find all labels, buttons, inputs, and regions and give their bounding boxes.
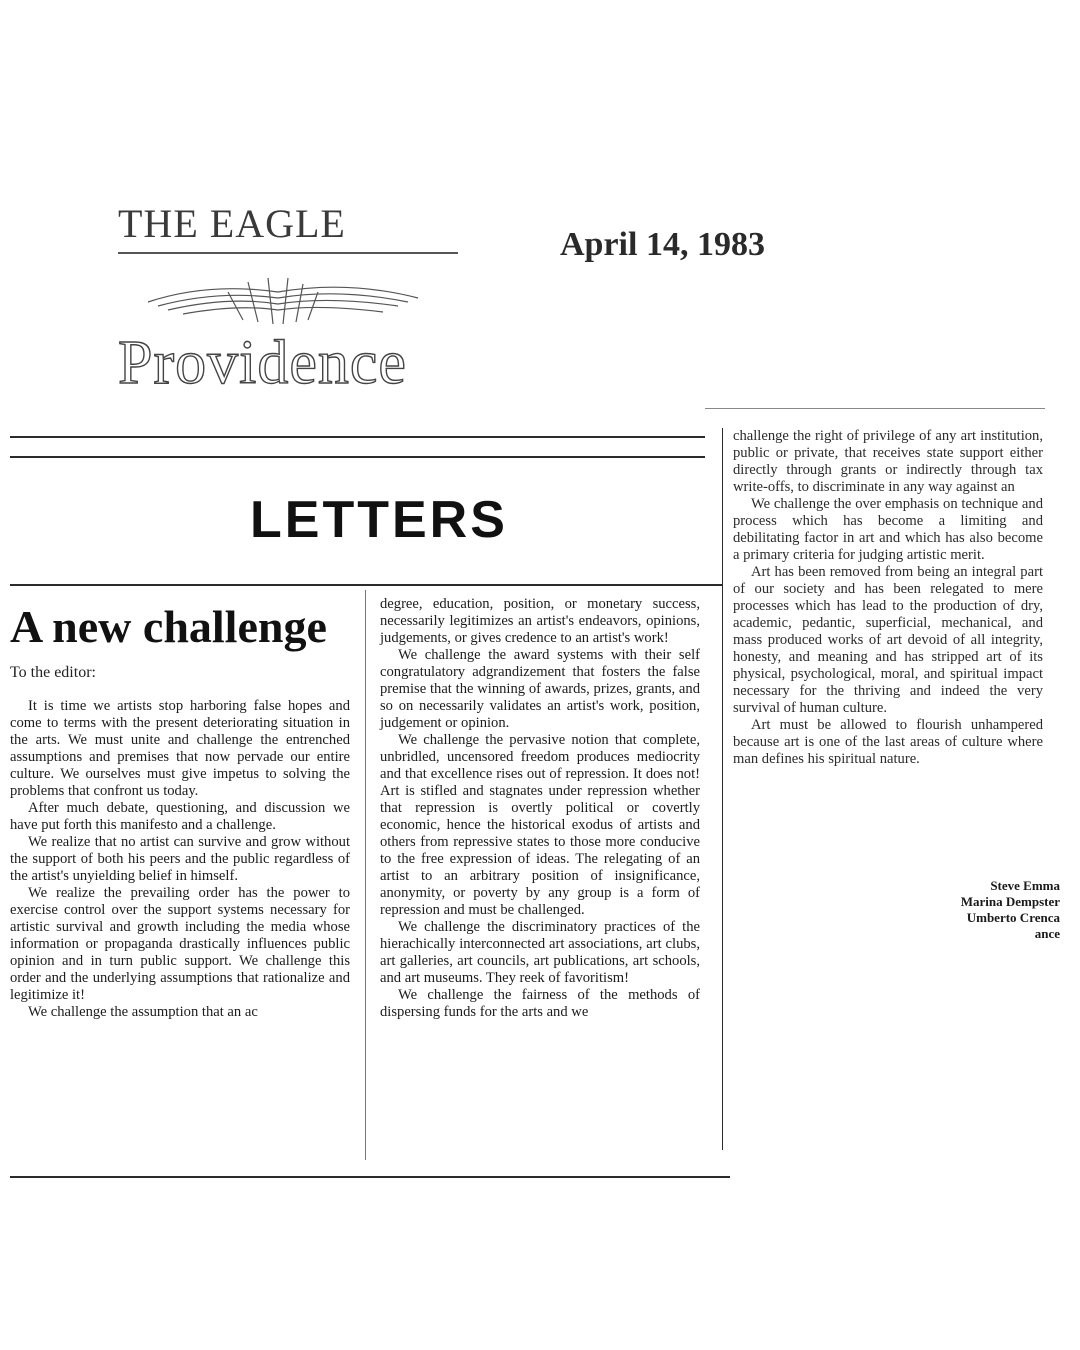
article-headline: A new challenge <box>10 601 327 652</box>
signature-block <box>880 878 1060 942</box>
paragraph: We realize that no artist can survive and grow without the support of both his peers and the public regardless of the artist's unyielding belief in himself. <box>10 834 350 884</box>
signature-name: Marina Dempster <box>960 894 1060 909</box>
page-rule-top <box>10 436 705 438</box>
masthead-rule <box>118 252 458 254</box>
paragraph: We challenge the fairness of the methods of dispersing funds for the arts and we <box>380 987 700 1020</box>
paragraph: degree, education, position, or monetary success, necessarily legitimizes an artist's endeavors, opinions, judgements, or gives credence to an artist's work! <box>380 596 700 646</box>
paragraph: We realize the prevailing order has the power to exercise control over the support systems necessary for artistic survival and growth including the media whose information or propaganda drastically influences public opinion and in turn public support. We challenge this order and the underlying assumptions that rationalize and legitimize it! <box>10 885 350 1003</box>
paragraph: Art must be allowed to flourish unhampered because art is one of the last areas of culture where man defines his spiritual nature. <box>733 717 1043 767</box>
headline-rule <box>10 584 722 586</box>
section-heading: LETTERS <box>250 491 508 549</box>
masthead-subtitle: Providence <box>118 329 407 397</box>
paragraph: We challenge the award systems with their self congratulatory adgrandizement that fosters the false premise that the winning of awards, prizes, grants, and so on necessarily validates an artist's work, position, judgement or opinion. <box>380 647 700 731</box>
page-rule-top-second <box>10 456 705 458</box>
paragraph: We challenge the over emphasis on technique and process which has become a limiting and debilitating factor in art and which has also become a primary criteria for judging artistic merit. <box>733 496 1043 563</box>
article-column-2 <box>380 596 700 1021</box>
masthead-title: THE EAGLE <box>118 201 346 246</box>
column-divider-right <box>722 428 723 1150</box>
page-rule-right <box>705 408 1045 409</box>
article-column-3 <box>733 428 1043 768</box>
paragraph: challenge the right of privilege of any art institution, public or private, that receives state support either directly through grants or indirectly through tax write-offs, to discriminate in any way against an <box>733 428 1043 495</box>
column-divider-left <box>365 590 366 1160</box>
paragraph: We challenge the discriminatory practices of the hierachically interconnected art associations, art clubs, art galleries, art councils, art publications, art schools, and art museums. They reek of favoritism! <box>380 919 700 986</box>
signature-name: ance <box>1034 926 1060 941</box>
paragraph: We challenge the pervasive notion that complete, unbridled, uncensored freedom produces mediocrity and that excellence rises out of repression. It does not! Art is stifled and stagnates under repression whether that repression is overtly political or covertly economic, hence the historical exodus of artists and others from repressive states to those more conducive to the free expression of ideas. The relegating of an artist to an arbitrary position of insignificance, anonymity, or poverty by any group is a form of repression and must be challenged. <box>380 732 700 918</box>
page-rule-bottom <box>10 1176 730 1178</box>
paragraph: Art has been removed from being an integral part of our society and has been relegated to mere processes which has lead to the production of dry, academic, pedantic, superficial, mechanical, and mass produced works of art devoid of all integrity, honesty, and meaning and has stripped art of its physical, psychological, moral, and spiritual impact necessary for the thriving and indeed the very survival of human culture. <box>733 564 1043 716</box>
paragraph: After much debate, questioning, and discussion we have put forth this manifesto and a challenge. <box>10 800 350 833</box>
signature-name: Umberto Crenca <box>966 910 1060 925</box>
paragraph: We challenge the assumption that an ac <box>28 1004 258 1020</box>
article-column-1 <box>10 698 350 1021</box>
paragraph: It is time we artists stop harboring false hopes and come to terms with the present deteriorating situation in the arts. We must unite and challenge the entrenched assumptions and premises that now pervade our entire culture. We ourselves must give impetus to solving the problems that confront us today. <box>10 698 350 799</box>
signature-name: Steve Emma <box>990 878 1060 893</box>
article-salutation: To the editor: <box>10 664 96 681</box>
publication-date: April 14, 1983 <box>560 226 765 263</box>
